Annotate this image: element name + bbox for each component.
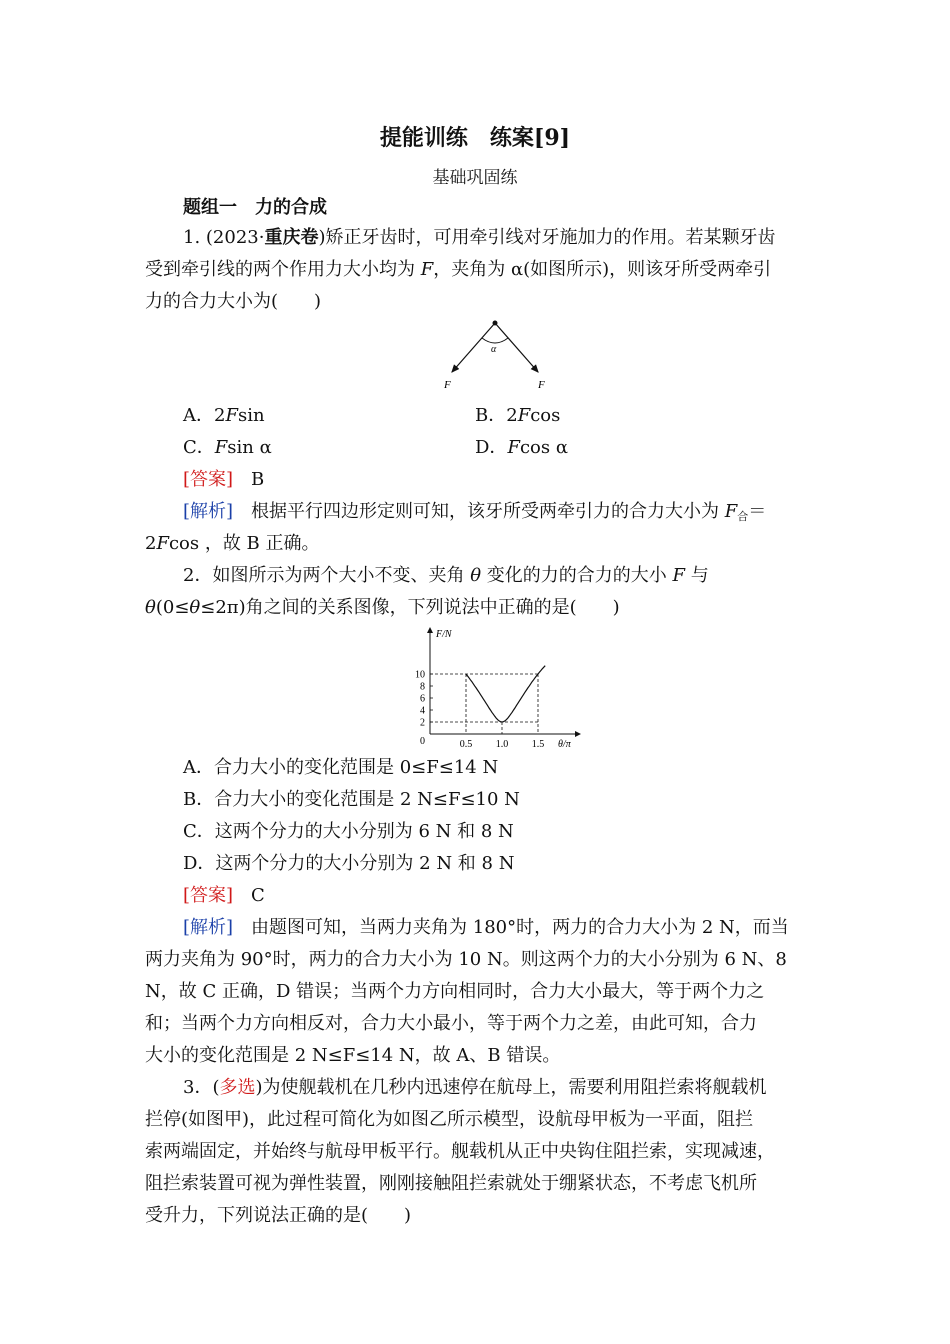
y-tick-label: 10 [415,669,425,681]
x-axis-arrow [575,731,581,737]
q1-answer: [答案] B [183,469,265,490]
q1-analysis-line1: [解析] 根据平行四边形定则可知，该牙所受两牵引力的合力大小为 $F_合=$ [183,501,767,523]
q1-option-c: C．Fsin α [183,437,272,458]
q1-force-diagram [430,314,560,396]
q1-analysis-line2: 2Fcos ，故 B 正确。 [145,533,320,554]
q2-force-angle-chart [400,624,590,750]
section-subtitle: 基础巩固练 [432,168,518,188]
q2-line2: θ(0≤θ≤2π)角之间的关系图像，下列说法中正确的是( ) [145,597,620,618]
y-tick-label: 2 [420,717,425,729]
x-axis-label: θ/π [558,739,571,750]
answer-tag: [答案] [183,885,234,906]
q2-analysis-line5: 大小的变化范围是 2 N≤F≤14 N，故 A、B 错误。 [145,1045,561,1066]
q2-option-b: B．合力大小的变化范围是 2 N≤F≤10 N [183,789,520,810]
q3-line1: 3．(多选)为使舰载机在几秒内迅速停在航母上，需要利用阻拦索将舰载机 [183,1077,767,1098]
x-tick-label: 0.5 [459,739,473,750]
x-tick-label: 1.0 [495,739,509,750]
left-force-arrow [452,323,495,372]
origin-label: 0 [420,736,425,747]
analysis-tag: [解析] [183,501,234,522]
angle-arc [482,338,508,343]
analysis-tag: [解析] [183,917,234,938]
y-axis-arrow [427,627,433,633]
multi-select-tag: 多选 [219,1077,256,1098]
q2-analysis-line1: [解析] 由题图可知，当两力夹角为 180°时，两力的合力大小为 2 N，而当 [183,917,789,938]
q1-option-d: D．Fcos α [475,437,568,458]
q2-option-c: C．这两个分力的大小分别为 6 N 和 8 N [183,821,514,842]
q3-line5: 受升力，下列说法正确的是( ) [145,1205,412,1226]
x-tick-label: 1.5 [531,739,545,750]
y-axis-label: F/N [436,629,452,640]
group-heading: 题组一 力的合成 [183,197,327,218]
alpha-label: α [491,344,497,355]
y-tick-label: 8 [420,681,425,693]
q2-analysis-line4: 和；当两个力方向相反对，合力大小最小，等于两个力之差，由此可知，合力 [145,1013,757,1034]
q1-line1: 1. (2023·重庆卷)矫正牙齿时，可用牵引线对牙施加力的作用。若某颗牙齿 [183,227,776,248]
page-title: 提能训练 练案[9] [379,125,571,151]
q2-option-d: D．这两个分力的大小分别为 2 N 和 8 N [183,853,515,874]
answer-tag: [答案] [183,469,234,490]
q1-line3: 力的合力大小为( ) [145,291,322,312]
q2-line1: 2．如图所示为两个大小不变、夹角 θ 变化的力的合力的大小 F 与 [183,565,709,586]
q1-option-a: A．2Fsin [183,405,265,426]
q1-option-b: B．2Fcos [475,405,561,426]
q3-line2: 拦停(如图甲)，此过程可简化为如图乙所示模型，设航母甲板为一平面，阻拦 [145,1109,754,1130]
right-f-label: F [538,379,545,391]
y-tick-label: 6 [420,693,425,705]
q2-analysis-line2: 两力夹角为 90°时，两力的合力大小为 10 N。则这两个力的大小分别为 6 N、8 [145,949,787,970]
y-tick-label: 4 [420,705,425,717]
q1-line2: 受到牵引线的两个作用力大小均为 F，夹角为 α(如图所示)，则该牙所受两牵引 [145,259,772,280]
q2-analysis-line3: N，故 C 正确，D 错误；当两个力方向相同时，合力大小最大，等于两个力之 [145,981,765,1002]
right-force-arrow [495,323,538,372]
q3-line3: 索两端固定，并始终与航母甲板平行。舰载机从正中央钩住阻拦索，实现减速， [145,1141,775,1162]
q2-option-a: A．合力大小的变化范围是 0≤F≤14 N [183,757,499,778]
q2-answer: [答案] C [183,885,265,906]
q3-line4: 阻拦索装置可视为弹性装置，刚刚接触阻拦索就处于绷紧状态，不考虑飞机所 [145,1173,757,1194]
left-f-label: F [444,379,451,391]
